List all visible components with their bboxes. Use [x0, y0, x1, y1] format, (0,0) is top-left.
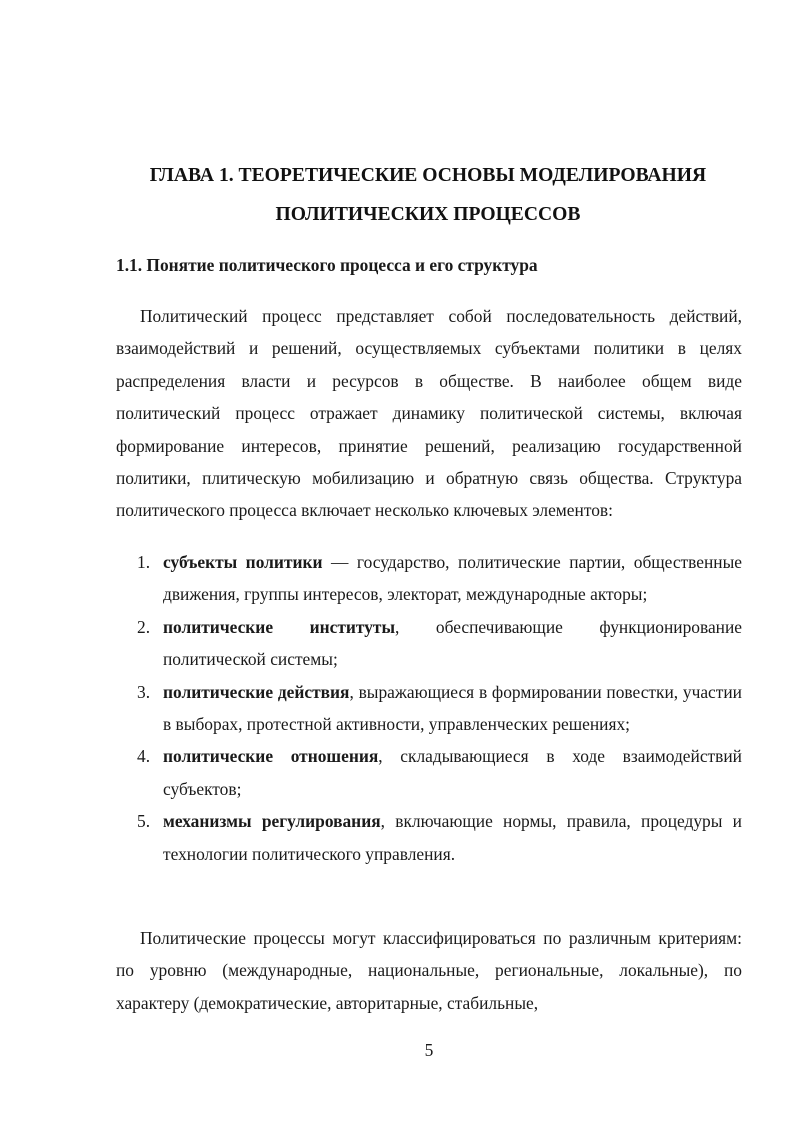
intro-paragraph: Политический процесс представляет собой последовательность действий, взаимодействий и решений, осуществляемых субъектами политики в целях распределения власти и ресурсов в обществе. В наиболее общем виде политический процесс отражает динамику политической системы, включая формирование интересов, принятие решений, реализацию государственной политики, плитическую мобилизацию и обратную связь общества. Структура политического процесса включает несколько ключевых элементов: — [116, 306, 742, 521]
list-item-text: , обеспечивающие функционирование политической системы; — [163, 616, 742, 670]
list-item — [116, 611, 742, 676]
list-item-term: политические действия — [163, 681, 350, 702]
page-number: 5 — [424, 1040, 434, 1060]
list-item-text: , складывающиеся в ходе взаимодействий субъектов; — [163, 746, 742, 799]
chapter-title-line-2: ПОЛИТИЧЕСКИХ ПРОЦЕССОВ — [275, 204, 581, 225]
structure-elements-list — [116, 546, 742, 870]
list-item-term: политические отношения — [163, 746, 379, 767]
list-item-number: 4. — [137, 746, 151, 767]
list-item-text: , включающие нормы, правила, процедуры и технологии политического управления. — [163, 811, 742, 864]
classification-paragraph: Политические процессы могут классифицироваться по различным критериям: по уровню (международные, национальные, региональные, локальные), по характеру (демократические, авторитарные, стабильные, — [116, 928, 742, 1013]
chapter-title-line-1: ГЛАВА 1. ТЕОРЕТИЧЕСКИЕ ОСНОВЫ МОДЕЛИРОВАНИЯ — [149, 165, 707, 186]
list-item-text: , выражающиеся в формировании повестки, участии в выборах, протестной активности, управленческих решениях; — [163, 681, 742, 735]
list-item — [116, 740, 742, 805]
list-item-number: 2. — [137, 616, 151, 637]
list-item-number: 1. — [137, 552, 151, 572]
list-item — [116, 676, 742, 741]
list-item-term: механизмы регулирования — [163, 811, 381, 832]
list-item — [116, 805, 742, 870]
chapter-title — [100, 156, 756, 234]
list-item — [116, 546, 742, 611]
section-heading: 1.1. Понятие политического процесса и его структура — [116, 255, 538, 275]
list-item-term: субъекты политики — [163, 552, 323, 572]
list-item-number: 3. — [137, 681, 151, 702]
list-item-text: — государство, политические партии, общественные движения, группы интересов, электорат, международные акторы; — [163, 552, 742, 605]
list-item-term: политические институты — [163, 616, 396, 637]
list-item-number: 5. — [137, 811, 151, 832]
